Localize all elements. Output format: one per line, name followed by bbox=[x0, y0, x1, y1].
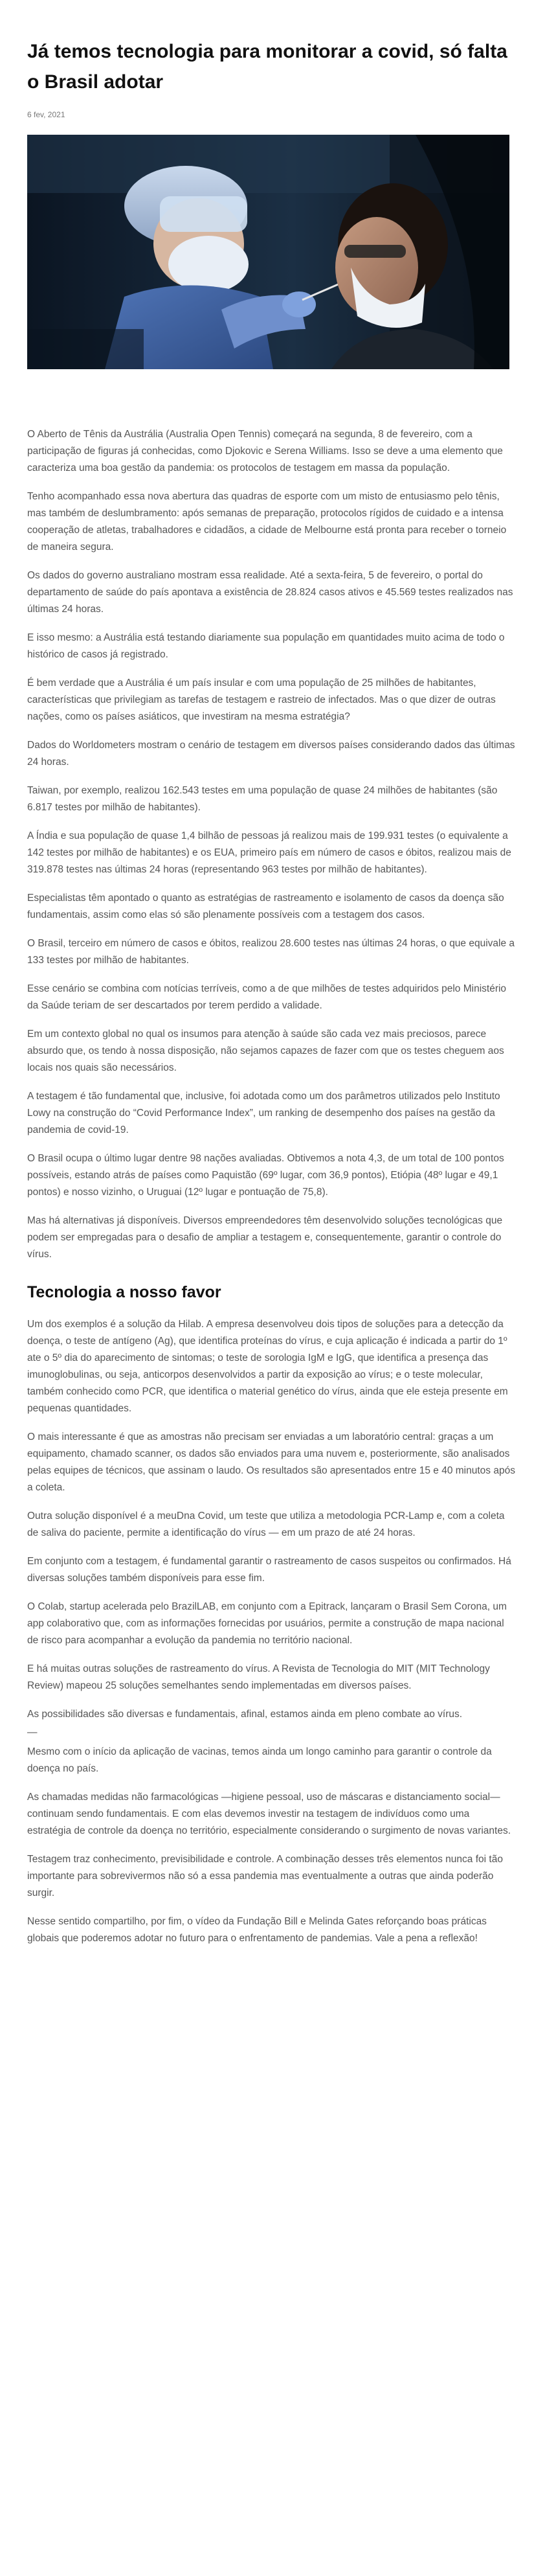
paragraph: E há muitas outras soluções de rastreamento do vírus. A Revista de Tecnologia do MIT (MIT Technology Review) mapeou 25 soluções semelhantes sendo implementadas em diversos países. bbox=[27, 1663, 490, 1691]
article-title: Já temos tecnologia para monitorar a covid, só falta o Brasil adotar bbox=[27, 41, 507, 93]
paragraph: Especialistas têm apontado o quanto as estratégias de rastreamento e isolamento de casos da doença são fundamentais, assim como elas só são plenamente possíveis com a testagem dos casos. bbox=[27, 893, 504, 920]
article-date: 6 fev, 2021 bbox=[27, 110, 65, 119]
paragraph: O Colab, startup acelerada pelo BrazilLAB, em conjunto com a Epitrack, lançaram o Brasil Sem Corona, um app colaborativo que, com as informações fornecidas por usuários, permite a construção de mapa nacional de risco para acompanhar a evolução da pandemia no território nacional. bbox=[27, 1601, 507, 1646]
paragraph: A Índia e sua população de quase 1,4 bilhão de pessoas já realizou mais de 199.931 testes (o equivalente a 142 testes por milhão de habitantes) e os EUA, primeiro país em número de casos e óbitos, realizou mais de 319.878 testes nas últimas 24 horas (representando 963 testes por milhão de habitantes). bbox=[27, 830, 511, 875]
paragraph: Os dados do governo australiano mostram essa realidade. Até a sexta-feira, 5 de fevereiro, o portal do departamento de saúde do país apontava a existência de 28.824 casos ativos e 45.569 testes realizados nas últimas 24 horas. bbox=[27, 570, 513, 615]
paragraph: Em conjunto com a testagem, é fundamental garantir o rastreamento de casos suspeitos ou confirmados. Há diversas soluções também disponíveis para esse fim. bbox=[27, 1556, 511, 1584]
paragraph: Um dos exemplos é a solução da Hilab. A empresa desenvolveu dois tipos de soluções para a detecção da doença, o teste de antígeno (Ag), que identifica proteínas do vírus, e cuja aplicação é indicada a partir do 1º ate o 5º dia do aparecimento de sintomas; o teste de sorologia IgM e IgG, que identifica a presença das imunoglobulinas, ou seja, anticorpos desenvolvidos a partir da exposição ao vírus; e o teste molecular, também conhecido como PCR, que identifica o material genético do vírus, ainda que ele esteja presente em pequenas quantidades. bbox=[27, 1319, 508, 1414]
paragraph: O Aberto de Tênis da Austrália (Australia Open Tennis) começará na segunda, 8 de fevereiro, com a participação de figuras já conhecidas, como Djokovic e Serena Williams. Isso se deve a uma elemento que caracteriza uma boa gestão da pandemia: os protocolos de testagem em massa da população. bbox=[27, 429, 503, 473]
paragraph: As chamadas medidas não farmacológicas —higiene pessoal, uso de máscaras e distanciamento social— continuam sendo fundamentais. E com elas devemos investir na testagem de indivíduos como uma estratégia de controle da doença no território, especialmente considerando o surgimento de novas variantes. bbox=[27, 1792, 511, 1836]
paragraph: Mesmo com o início da aplicação de vacinas, temos ainda um longo caminho para garantir o controle da doença no país. bbox=[27, 1746, 492, 1774]
paragraph: Taiwan, por exemplo, realizou 162.543 testes em uma população de quase 24 milhões de habitantes (são 6.817 testes por milhão de habitantes). bbox=[27, 785, 498, 813]
paragraph: Outra solução disponível é a meuDna Covid, um teste que utiliza a metodologia PCR-Lamp e, com a coleta de saliva do paciente, permite a identificação do vírus — em um prazo de até 24 horas. bbox=[27, 1510, 505, 1538]
paragraph: O Brasil ocupa o último lugar dentre 98 nações avaliadas. Obtivemos a nota 4,3, de um total de 100 pontos possíveis, estando atrás de países como Paquistão (69º lugar, com 36,9 pontos), Etiópia (48º lugar e 49,1 pontos) e nosso vizinho, o Uruguai (12º lugar e pontuação de 75,8). bbox=[27, 1153, 504, 1198]
paragraph: Mas há alternativas já disponíveis. Diversos empreendedores têm desenvolvido soluções tecnológicas que podem ser empregadas para o desafio de ampliar a testagem e, consequentemente, garantir o controle do vírus. bbox=[27, 1215, 503, 1260]
paragraph: Em um contexto global no qual os insumos para atenção à saúde são cada vez mais preciosos, parece absurdo que, os tendo à nossa disposição, não sejamos capazes de fazer com que os testes cheguem aos locais nos quais são necessários. bbox=[27, 1029, 504, 1073]
article-body bbox=[27, 426, 516, 1947]
paragraph: O mais interessante é que as amostras não precisam ser enviadas a um laboratório central: graças a um equipamento, chamado scanner, os dados são enviados para uma nuvem e, posteriormente, são analisados pelas equipes de técnicos, que assinam o laudo. Os resultados são apresentados entre 15 e 40 minutos após a coleta. bbox=[27, 1431, 515, 1493]
section-heading: Tecnologia a nosso favor bbox=[27, 1283, 221, 1301]
paragraph: O Brasil, terceiro em número de casos e óbitos, realizou 28.600 testes nas últimas 24 horas, o que equivale a 133 testes por milhão de habitantes. bbox=[27, 938, 515, 966]
paragraph: Tenho acompanhado essa nova abertura das quadras de esporte com um misto de entusiasmo pelo tênis, mas também de deslumbramento: após semanas de preparação, protocolos rígidos de cuidado e a intensa cooperação de atletas, trabalhadores e cidadãos, a cidade de Melbourne está pronta para receber o torneio de maneira segura. bbox=[27, 491, 507, 553]
paragraph: As possibilidades são diversas e fundamentais, afinal, estamos ainda em pleno combate ao vírus. bbox=[27, 1709, 463, 1720]
paragraph: E isso mesmo: a Austrália está testando diariamente sua população em quantidades muito acima de todo o histórico de casos já registrado. bbox=[27, 632, 505, 660]
paragraph: É bem verdade que a Austrália é um país insular e com uma população de 25 milhões de habitantes, características que privilegiam as tarefas de testagem e rastreio de infectados. Mas o que dizer de outras nações, como os países asiáticos, que investiram na mesma estratégia? bbox=[27, 678, 496, 722]
hero-image bbox=[27, 135, 509, 369]
paragraph: Testagem traz conhecimento, previsibilidade e controle. A combinação desses três elementos nunca foi tão importante para sobrevivermos não só a essa pandemia mas eventualmente a outras que ainda poderão surgir. bbox=[27, 1854, 503, 1898]
section-divider: — bbox=[27, 1727, 38, 1738]
covid-test-swab-photo bbox=[27, 135, 509, 369]
paragraph: Dados do Worldometers mostram o cenário de testagem em diversos países considerando dados das últimas 24 horas. bbox=[27, 740, 515, 768]
paragraph: Esse cenário se combina com notícias terríveis, como a de que milhões de testes adquiridos pelo Ministério da Saúde teriam de ser descartados por terem perdido a validade. bbox=[27, 983, 507, 1011]
paragraph: Nesse sentido compartilho, por fim, o vídeo da Fundação Bill e Melinda Gates reforçando boas práticas globais que poderemos adotar no futuro para o enfrentamento de pandemias. Vale a pena a reflexão! bbox=[27, 1916, 487, 1944]
paragraph: A testagem é tão fundamental que, inclusive, foi adotada como um dos parâmetros utilizados pelo Instituto Lowy na construção do “Covid Performance Index”, um ranking de desempenho dos países na gestão da pandemia de covid-19. bbox=[27, 1091, 500, 1135]
